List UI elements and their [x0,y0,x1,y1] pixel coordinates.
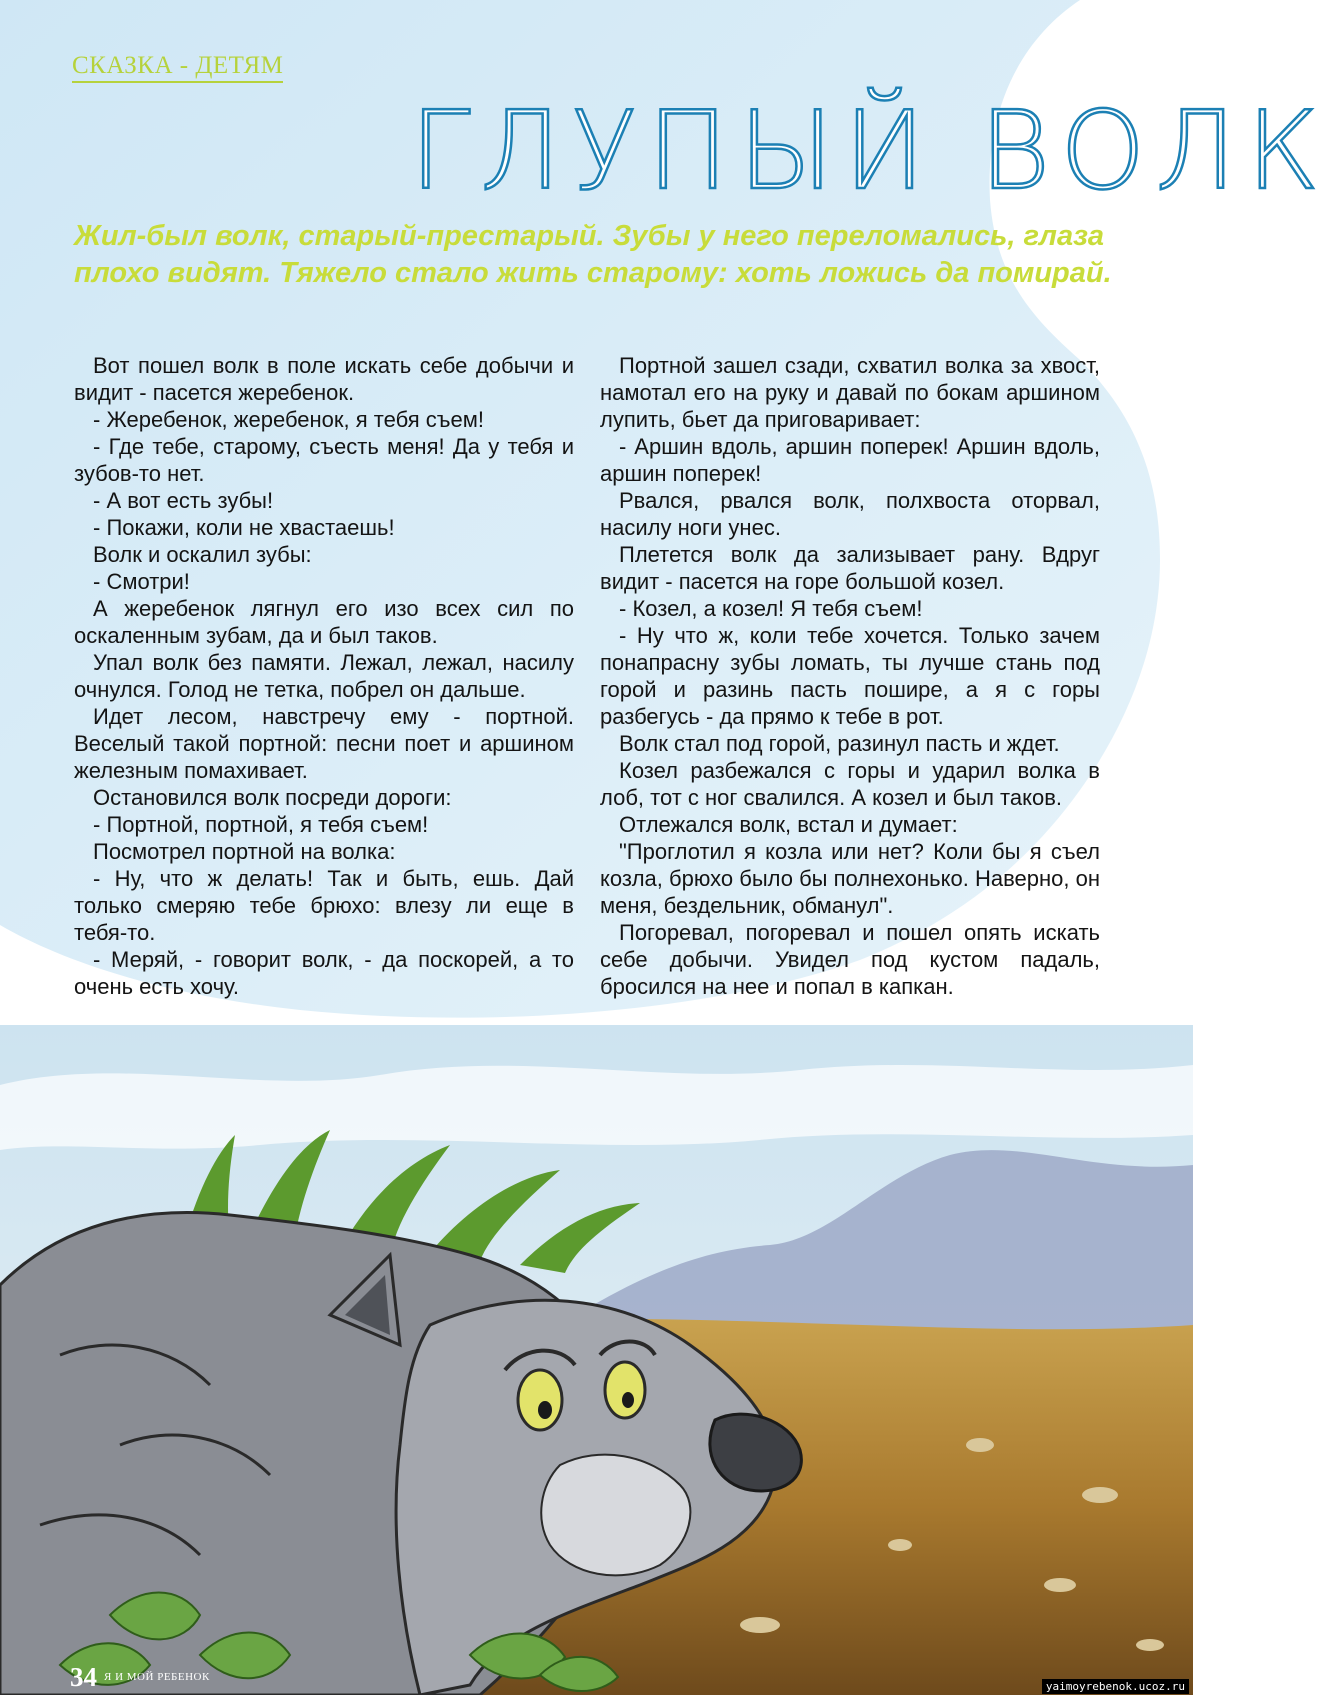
story-paragraph: Волк стал под горой, разинул пасть и ждет. [619,731,1060,756]
story-paragraph: Плетется волк да зализывает рану. Вдруг видит - пасется на горе большой козел. [600,542,1100,594]
wolf-illustration [0,1025,1193,1695]
story-paragraph: Упал волк без памяти. Лежал, лежал, насилу очнулся. Голод не тетка, побрел он дальше. [74,650,574,702]
story-paragraph: - Ну что ж, коли тебе хочется. Только зачем понапрасну зубы ломать, ты лучше стань под горой и разинь пасть пошире, а я с горы разбегусь - да прямо к тебе в рот. [600,623,1100,729]
story-paragraph: "Проглотил я козла или нет? Коли бы я съел козла, брюхо было бы полнехонько. Наверно, он меня, бездельник, обманул". [600,839,1100,918]
story-paragraph: - Ну, что ж делать! Так и быть, ешь. Дай только смеряю тебе брюхо: влезу ли еще в тебя-то. [74,866,574,945]
story-paragraph: - Козел, а козел! Я тебя съем! [619,596,923,621]
story-paragraph: Портной зашел сзади, схватил волка за хвост, намотал его на руку и давай по бокам аршином лупить, бьет да приговаривает: [600,353,1100,432]
story-paragraph: Козел разбежался с горы и ударил волка в лоб, тот с ног свалился. А козел и был таков. [600,758,1100,810]
story-paragraph: - Смотри! [93,569,190,594]
story-paragraph: Посмотрел портной на волка: [93,839,396,864]
story-paragraph: - Жеребенок, жеребенок, я тебя съем! [93,407,484,432]
story-paragraph: - Портной, портной, я тебя съем! [93,812,429,837]
story-paragraph: Идет лесом, навстречу ему - портной. Веселый такой портной: песни поет и аршином железным помахивает. [74,704,574,783]
wolf-eye-left [518,1370,562,1430]
wolf-eye-right [605,1362,645,1418]
story-lead: Жил-был волк, старый-престарый. Зубы у него переломались, глаза плохо видят. Тяжело стало жить старому: хоть ложись да помирай. [74,220,1112,289]
magazine-name: Я И МОЙ РЕБЕНОК [104,1671,210,1683]
story-right-column [600,352,1100,1000]
story-paragraph: Волк и оскалил зубы: [93,542,312,567]
story-paragraph: - Покажи, коли не хвастаешь! [93,515,395,540]
story-paragraph: Рвался, рвался волк, полхвоста оторвал, насилу ноги унес. [600,488,1100,540]
story-left-column [74,352,574,1000]
story-paragraph: Вот пошел волк в поле искать себе добычи и видит - пасется жеребенок. [74,353,574,405]
story-paragraph: Остановился волк посреди дороги: [93,785,452,810]
story-paragraph: - Аршин вдоль, аршин поперек! Аршин вдоль, аршин поперек! [600,434,1100,486]
story-paragraph: Отлежался волк, встал и думает: [619,812,958,837]
section-rubric: СКАЗКА - ДЕТЯМ [72,52,283,83]
story-paragraph: А жеребенок лягнул его изо всех сил по оскаленным зубам, да и был таков. [74,596,574,648]
story-paragraph: - Меряй, - говорит волк, - да поскорей, а то очень есть хочу. [74,947,574,999]
story-paragraph: - А вот есть зубы! [93,488,274,513]
site-url-watermark: yaimoyrebenok.ucoz.ru [1042,1679,1189,1694]
page-number: 34 [70,1662,97,1692]
story-title: ГЛУПЫЙ ВОЛК [410,89,1329,214]
story-paragraph: Погоревал, погоревал и пошел опять искать себе добычи. Увидел под кустом падаль, бросился на нее и попал в капкан. [600,920,1100,999]
story-paragraph: - Где тебе, старому, съесть меня! Да у тебя и зубов-то нет. [74,434,574,486]
